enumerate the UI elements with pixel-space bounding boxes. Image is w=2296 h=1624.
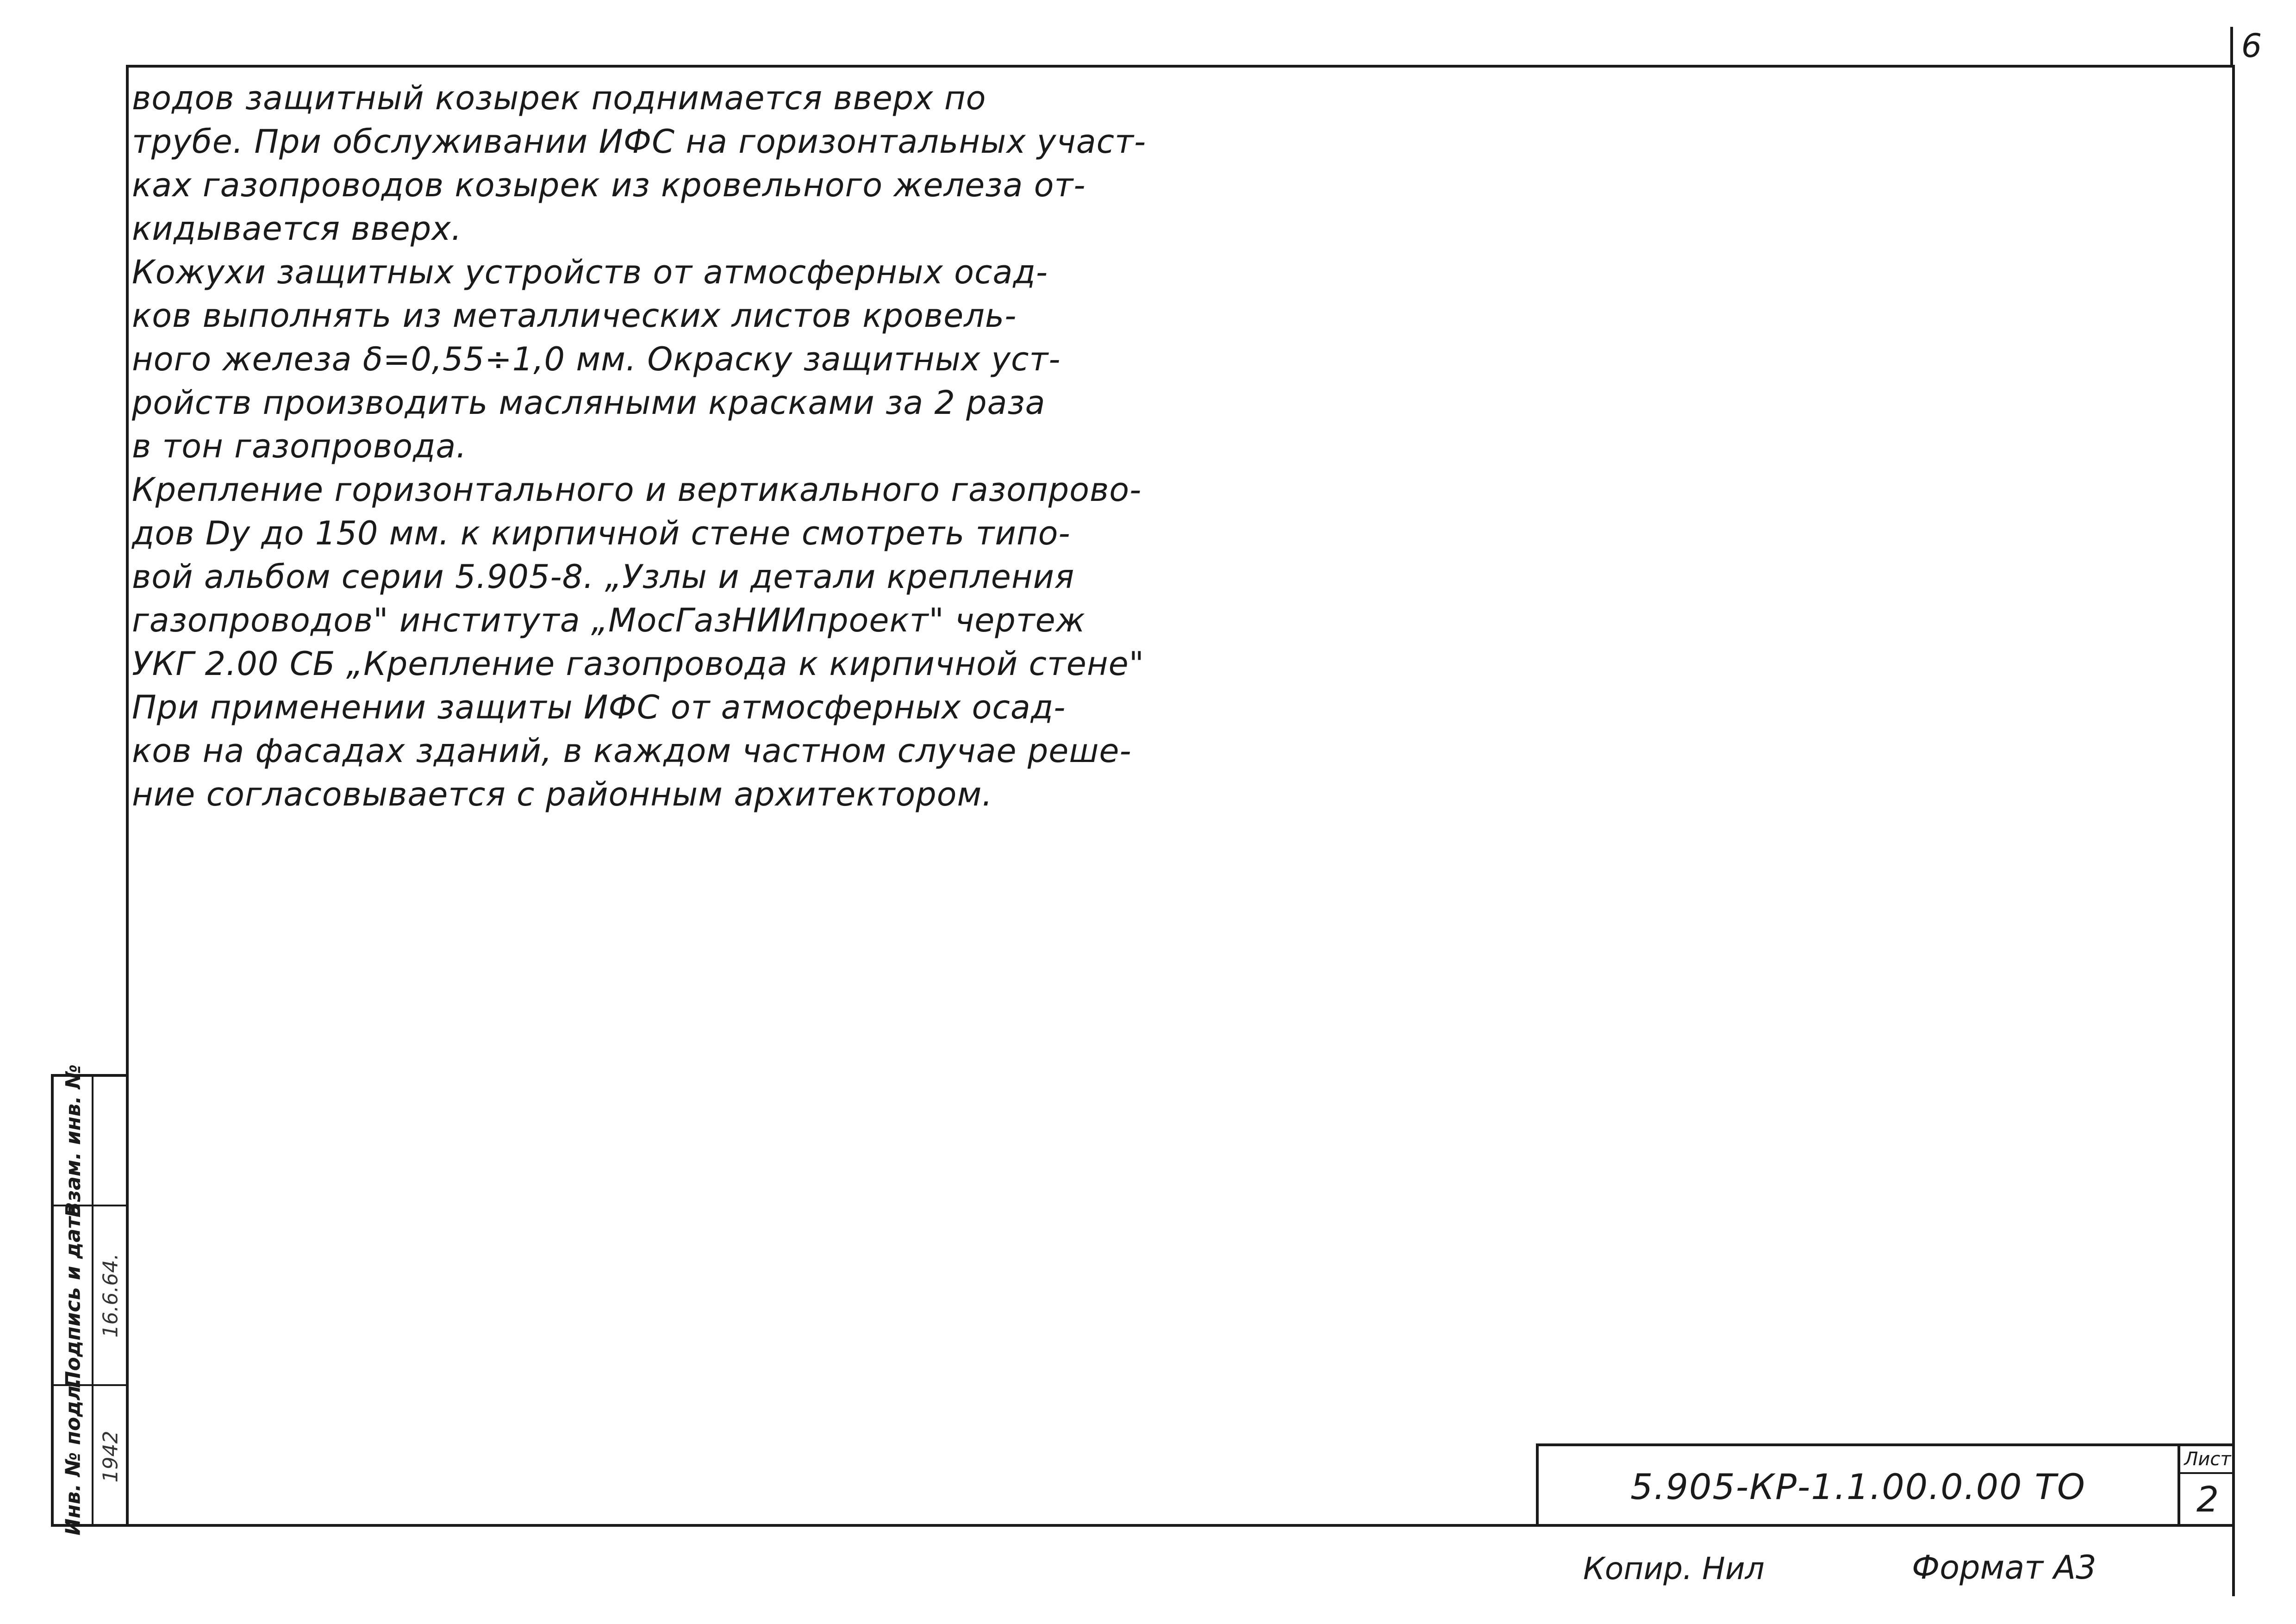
document-code: 5.905-КР-1.1.00.0.00 ТО: [1630, 1466, 2086, 1507]
text-line: ного железа δ=0,55÷1,0 мм. Окраску защитных уст-: [132, 340, 1061, 378]
text-line: трубе. При обслуживании ИФС на горизонтальных участ-: [132, 123, 1147, 161]
side-strip-divider: [92, 1077, 94, 1524]
text-line: водов защитный козырек поднимается вверх по: [132, 79, 986, 117]
side-label-original-inv: Инв. № подл.: [61, 1377, 85, 1536]
text-line: ков на фасадах зданий, в каждом частном случае реше-: [132, 732, 1132, 770]
sheet-cell: [2177, 1446, 2235, 1527]
sheet-label: Лист: [2180, 1446, 2235, 1474]
text-line: ках газопроводов козырек из кровельного железа от-: [132, 166, 1086, 204]
side-value-replacement-inv: [94, 1077, 127, 1205]
text-line: ков выполнять из металлических листов кровель-: [132, 297, 1017, 335]
text-line: кидывается вверх.: [132, 210, 462, 248]
text-line: ние согласовывается с районным архитектором.: [132, 775, 993, 813]
side-value-original-inv: 1942: [99, 1430, 123, 1482]
page-number: 6: [2230, 27, 2270, 65]
text-line: УКГ 2.00 СБ „Крепление газопровода к кирпичной стене": [132, 645, 1144, 683]
text-line: Кожухи защитных устройств от атмосферных осад-: [132, 253, 1048, 291]
side-label-replacement-inv: Взам. инв. №: [61, 1064, 85, 1218]
text-line: При применении защиты ИФС от атмосферных осад-: [132, 688, 1066, 726]
text-line: газопроводов" института „МосГазНИИпроект" чертеж: [132, 601, 1086, 639]
title-block: [1536, 1443, 2235, 1527]
side-value-signature-date: 16.6.64.: [99, 1253, 123, 1337]
side-stamp-strip: [51, 1064, 126, 1536]
text-line: вой альбом серии 5.905-8. „Узлы и детали крепления: [132, 558, 1075, 596]
body-text: [132, 76, 1234, 816]
text-line: Крепление горизонтального и вертикального газопрово-: [132, 471, 1142, 509]
side-label-signature-date: Подпись и дата: [61, 1203, 85, 1388]
copied-label: Копир. Нил: [1583, 1551, 1765, 1587]
sheet-number: 2: [2196, 1479, 2219, 1520]
text-line: в тон газопровода.: [132, 427, 467, 465]
text-line: дов Dу до 150 мм. к кирпичной стене смотреть типо-: [132, 514, 1071, 552]
text-line: ройств производить масляными красками за 2 раза: [132, 384, 1046, 422]
format-label: Формат А3: [1912, 1549, 2096, 1587]
frame-tick: [2232, 1527, 2235, 1596]
